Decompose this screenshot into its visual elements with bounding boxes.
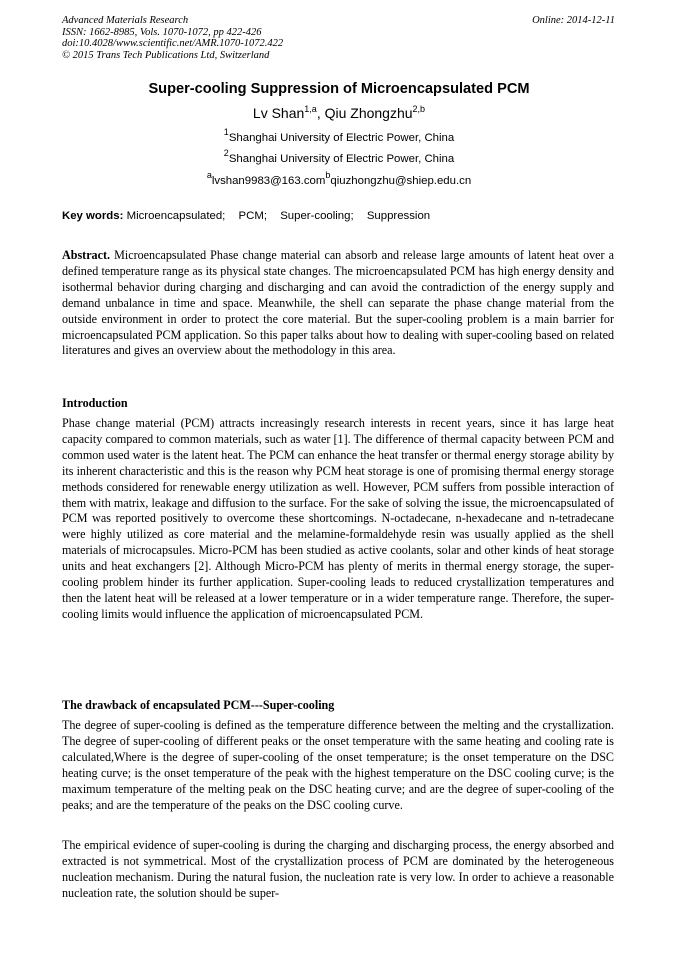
- doi-line: doi:10.4028/www.scientific.net/AMR.1070-1072.422: [62, 38, 284, 50]
- author-name: Lv Shan: [252, 105, 305, 121]
- author-name: Qiu Zhongzhu: [324, 105, 413, 121]
- abstract-text: Microencapsulated Phase change material can absorb and release large amounts of latent heat over a defined temperature range as its physical state changes. The microencapsulated PCM has high energy density and isothermal behavior during charging and discharging and can avoid the contradiction of the energy supply and demand unbalance in time and space. Meanwhile, the shell can separate the phase change material from the outside environment in order to protect the core material. But the super-cooling problem is a main barrier for microencapsulated PCM application. So this paper talks about how to dealing with super-cooling based on related literatures and gives an overview about the methodology in this area.: [62, 248, 614, 358]
- body-paragraph: The degree of super-cooling is defined as the temperature difference between the melting and the crystallization. The degree of super-cooling of different peaks or the onset temperature with the same heating and cooling rate is calculated,Where is the degree of super-cooling of the onset temperature; is the onset temperature on the DSC heating curve; is the onset temperature of the peak with the highest temperature on the DSC cooling curve; is the maximum temperature of the melting peak on the DSC heating curve; and are the degree of super-cooling of the peaks; and are the temperature of the peaks on the DSC cooling curve.: [62, 718, 614, 812]
- author-superscript: 2,b: [412, 104, 426, 114]
- affiliation-2: [62, 148, 616, 166]
- journal-name: Advanced Materials Research: [62, 15, 189, 26]
- author-separator: ,: [316, 105, 325, 121]
- affiliation-1: [62, 127, 616, 145]
- online-date: Online: 2014-12-11: [532, 15, 615, 26]
- issn-line: ISSN: 1662-8985, Vols. 1070-1072, pp 422-426: [62, 26, 262, 38]
- keyword: PCM;: [238, 210, 268, 222]
- affiliation-text: Shanghai University of Electric Power, China: [228, 132, 455, 144]
- paper-title: Super-cooling Suppression of Microencapsulated PCM: [148, 81, 530, 97]
- affiliation-superscript: 1: [223, 127, 229, 137]
- affiliation-text: Shanghai University of Electric Power, China: [228, 153, 455, 165]
- email-superscript: b: [325, 170, 331, 180]
- keyword: Super-cooling;: [280, 210, 354, 222]
- keywords-line: [62, 209, 616, 223]
- email-line: [62, 170, 616, 188]
- email-address: lvshan9983@163.com: [211, 175, 326, 187]
- keyword: Microencapsulated;: [126, 210, 226, 222]
- keywords-label: Key words:: [62, 210, 124, 222]
- email-superscript: a: [206, 170, 212, 180]
- body-paragraph: Phase change material (PCM) attracts increasingly research interests in recent years, since it has large heat capacity compared to common materials, such as water [1]. The difference of thermal capacity between PCM and common used water is the latent heat. The PCM can enhance the heat transfer or thermal energy storage ability by its inherent characteristic and this is the reason why PCM heat storage is one of promising thermal energy storage methods considered for renewable energy utilization as well. However, PCM suffers from possible interaction of them with matrix, leakage and diffusion to the surface. For the sake of solving the issue, the microencapsulated of PCM was reported positively to overcome these shortcomings. N-octadecane, n-hexadecane and n-tetradecane were highly utilized as core material and the melamine-formaldehyde resin was usually applied as the shell materials of microcapsules. Micro-PCM has been studied as active coolants, solar and other kinds of heat storage units and heat exchangers [2]. Although Micro-PCM has plenty of merits in thermal energy storage, the super-cooling problem hinder its further application. Super-cooling leads to reduced crystallization temperatures and then the latent heat will be released at a lower temperature or in a wider temperature range. Therefore, the super-cooling limits would influence the application of microencapsulated PCM.: [62, 416, 614, 621]
- abstract-label: Abstract.: [62, 248, 111, 262]
- affiliation-superscript: 2: [223, 148, 229, 158]
- author-line: [62, 103, 616, 123]
- journal-header: [62, 15, 482, 61]
- abstract-paragraph: [62, 248, 614, 359]
- keyword: Suppression: [366, 210, 431, 222]
- section-heading: Introduction: [62, 396, 128, 410]
- body-paragraph: The empirical evidence of super-cooling is during the charging and discharging process, the energy absorbed and extracted is not symmetrical. Most of the crystallization process of PCM are dominated by the heterogeneous nucleation mechanism. During the natural fusion, the nucleation rate is very low. In order to achieve a reasonable nucleation rate, the solution should be super-: [62, 838, 614, 900]
- email-address: qiuzhongzhu@shiep.edu.cn: [330, 175, 472, 187]
- author-superscript: 1,a: [304, 104, 317, 114]
- copyright-line: © 2015 Trans Tech Publications Ltd, Switzerland: [62, 49, 270, 61]
- section-heading: The drawback of encapsulated PCM---Super-cooling: [62, 698, 335, 712]
